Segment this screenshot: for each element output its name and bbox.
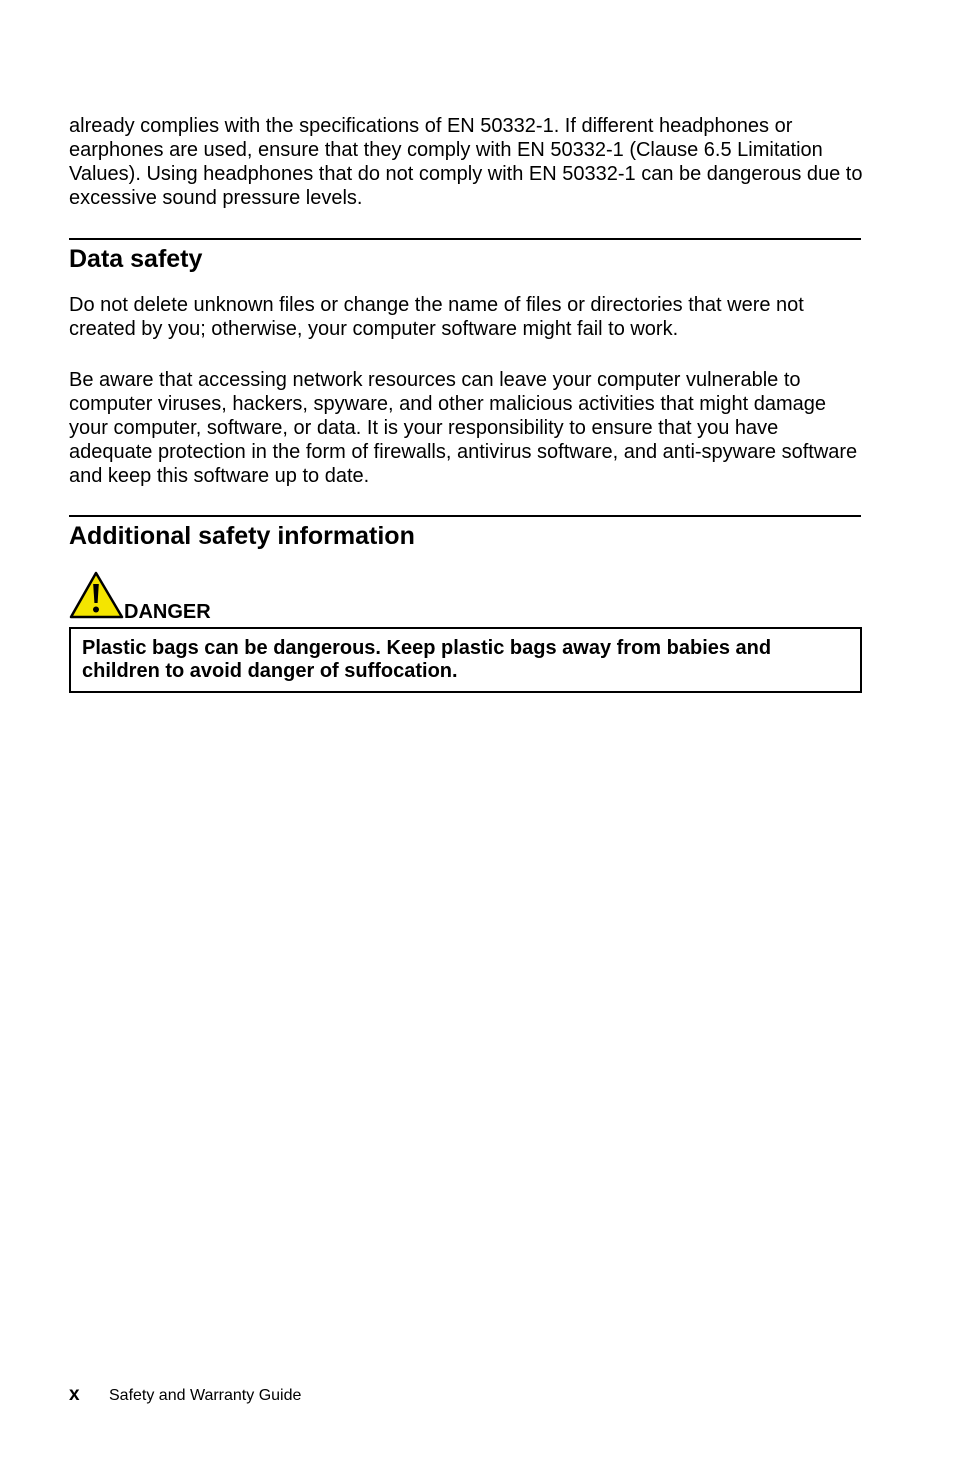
danger-notice-box: Plastic bags can be dangerous. Keep plastic bags away from babies and children to avoid danger of suffocation. [69,627,862,693]
data-safety-paragraph: Be aware that accessing network resources can leave your computer vulnerable to computer viruses, hackers, spyware, and other malicious activities that might damage your computer, software, or data. It is your responsibility to ensure that you have adequate protection in the form of firewalls, antivirus software, and anti-spyware software and keep this software up to date. [69,369,858,487]
warning-triangle-icon [69,570,125,620]
data-safety-paragraph: Do not delete unknown files or change the name of files or directories that were not created by you; otherwise, your computer software might fail to work. [69,294,804,340]
page-number: x [69,1384,80,1405]
section-heading-data-safety: Data safety [69,245,203,273]
section-divider [69,238,861,240]
section-heading-additional-safety: Additional safety information [69,522,415,550]
danger-label: DANGER [124,601,211,623]
section-divider [69,515,861,517]
document-title: Safety and Warranty Guide [109,1387,302,1404]
page-footer [69,1384,301,1407]
intro-paragraph: already complies with the specifications of EN 50332-1. If different headphones or earphones are used, ensure that they comply with EN 50332-1 (Clause 6.5 Limitation Values). Using headphones that do not comply with EN 50332-1 can be dangerous due to excessive sound pressure levels. [69,115,863,209]
